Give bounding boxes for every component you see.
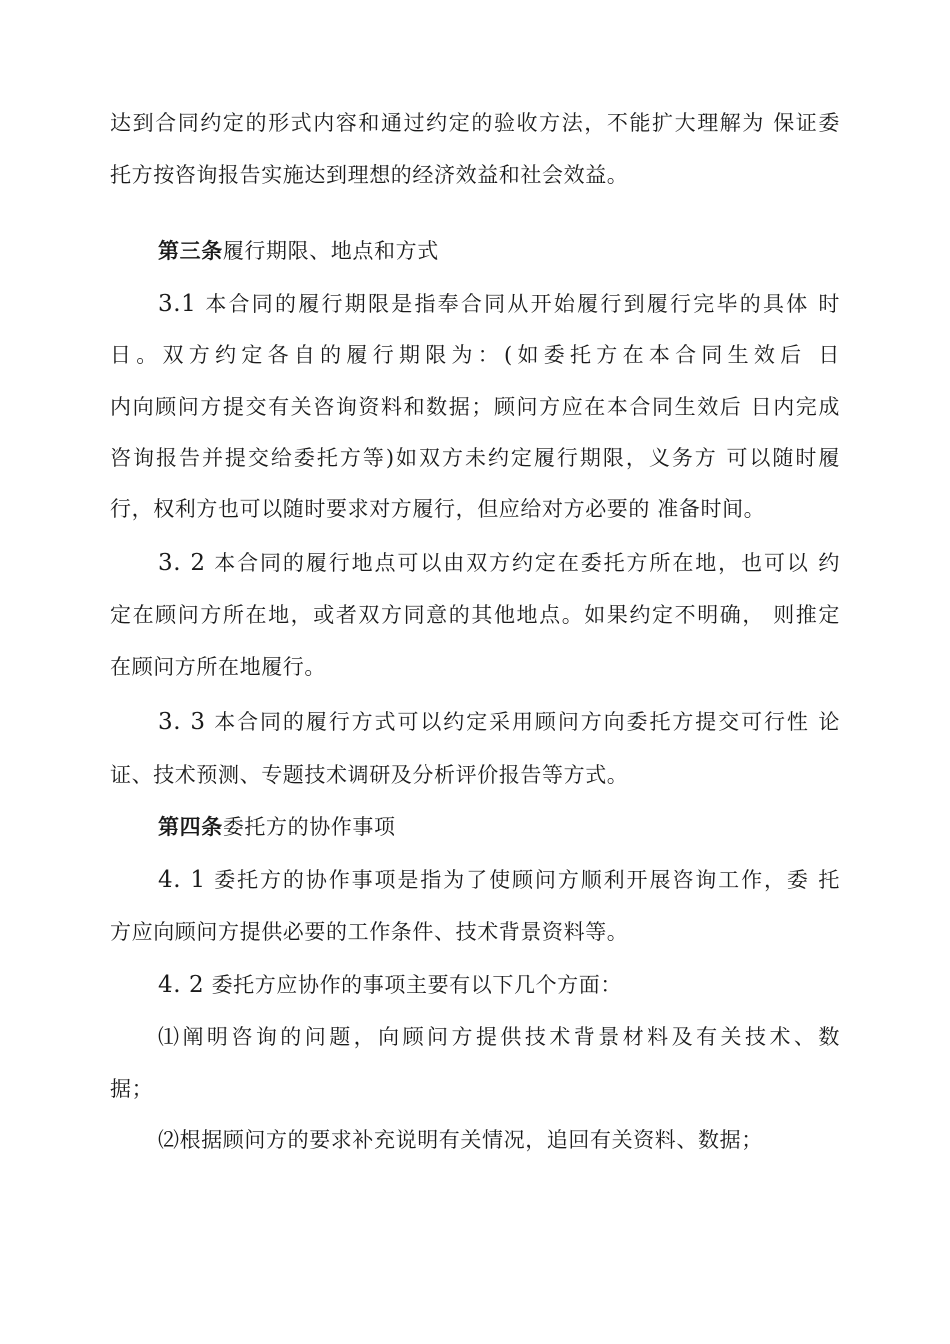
- article-title: 履行期限、地点和方式: [222, 239, 439, 263]
- article-3-heading: [158, 236, 840, 266]
- clause-number: 4. 2: [158, 972, 205, 998]
- paragraph-line: 日。双方约定各自的履行期限为：(如委托方在本合同生效后 日: [110, 343, 840, 367]
- list-item-2: ⑵根据顾问方的要求补充说明有关情况，追回有关资料、数据；: [158, 1128, 763, 1152]
- list-marker: ⑴: [158, 1025, 183, 1049]
- paragraph-line: 据；: [110, 1077, 154, 1101]
- clause-4-1: 4. 1 委托方的协作事项是指为了使顾问方顺利开展咨询工作，委 托: [158, 867, 840, 893]
- paragraph-line: 行，权利方也可以随时要求对方履行，但应给对方必要的 准备时间。: [110, 497, 766, 521]
- list-marker: ⑵: [158, 1128, 180, 1152]
- paragraph-line: 内向顾问方提交有关咨询资料和数据；顾问方应在本合同生效后 日内完成: [110, 395, 840, 419]
- article-title: 委托方的协作事项: [222, 815, 396, 839]
- clause-number: 4. 1: [158, 867, 206, 893]
- paragraph-line: 托方按咨询报告实施达到理想的经济效益和社会效益。: [110, 163, 629, 187]
- clause-number: 3. 2: [158, 550, 206, 576]
- paragraph-line: 方应向顾问方提供必要的工作条件、技术背景资料等。: [110, 920, 629, 944]
- list-item-1: ⑴阐明咨询的问题，向顾问方提供技术背景材料及有关技术、数: [158, 1025, 840, 1049]
- clause-number: 3. 3: [158, 709, 206, 735]
- paragraph-line: 定在顾问方所在地，或者双方同意的其他地点。如果约定不明确， 则推定: [110, 603, 840, 627]
- clause-3-2: 3. 2 本合同的履行地点可以由双方约定在委托方所在地，也可以 约: [158, 550, 840, 576]
- paragraph-line: 证、技术预测、专题技术调研及分析评价报告等方式。: [110, 763, 629, 787]
- clause-4-2: 4. 2 委托方应协作的事项主要有以下几个方面：: [158, 972, 622, 998]
- paragraph-line: 咨询报告并提交给委托方等)如双方未约定履行期限，义务方 可以随时履: [110, 446, 840, 470]
- article-number: 第四条: [158, 814, 223, 839]
- clause-3-3: 3. 3 本合同的履行方式可以约定采用顾问方向委托方提交可行性 论: [158, 709, 840, 735]
- clause-number: 3.1: [158, 291, 197, 317]
- paragraph-line: 达到合同约定的形式内容和通过约定的验收方法，不能扩大理解为 保证委: [110, 111, 840, 135]
- clause-3-1: 3.1 本合同的履行期限是指奉合同从开始履行到履行完毕的具体 时: [158, 291, 840, 317]
- article-number: 第三条: [158, 238, 223, 263]
- article-4-heading: [158, 812, 840, 842]
- paragraph-line: 在顾问方所在地履行。: [110, 655, 326, 679]
